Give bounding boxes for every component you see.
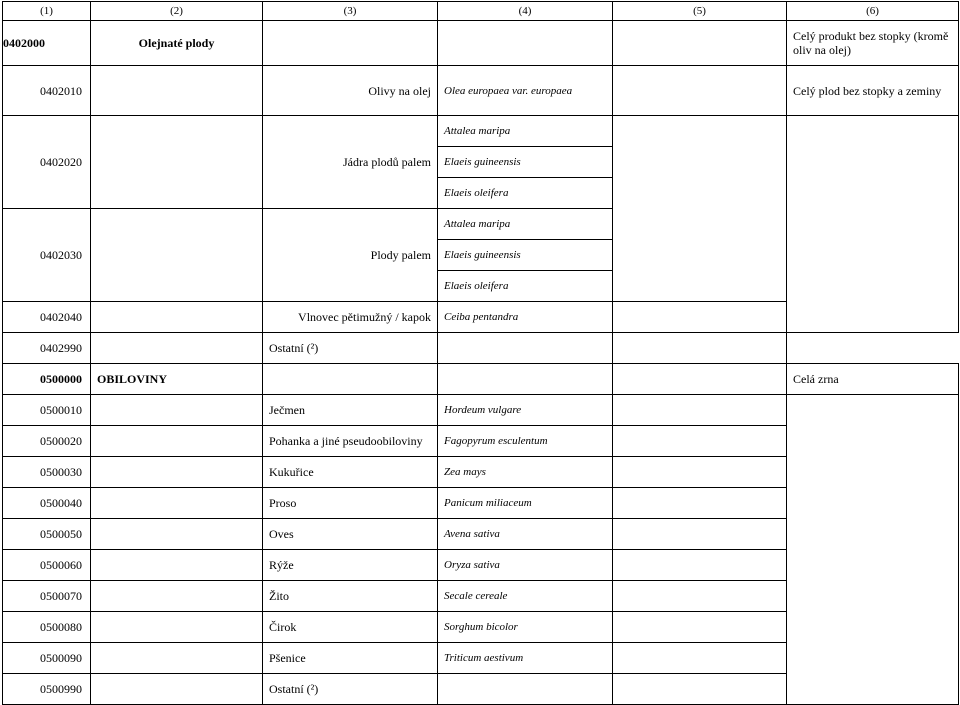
species-name: Zea mays (438, 457, 613, 488)
empty-cell (91, 488, 263, 519)
empty-cell (613, 674, 787, 705)
species-name: Triticum aestivum (438, 643, 613, 674)
species-name: Attalea maripa (438, 116, 613, 147)
empty-cell (787, 116, 959, 333)
empty-cell (613, 519, 787, 550)
item-name: Ostatní (²) (263, 333, 438, 364)
column-header: (6) (787, 2, 959, 21)
item-name: Čirok (263, 612, 438, 643)
empty-cell (613, 550, 787, 581)
species-name: Panicum miliaceum (438, 488, 613, 519)
empty-cell (613, 333, 787, 364)
column-header: (5) (613, 2, 787, 21)
table-row (3, 116, 959, 147)
empty-cell (91, 302, 263, 333)
table-row (3, 66, 959, 116)
empty-cell (613, 395, 787, 426)
product-part: Celý produkt bez stopky (kromě oliv na olej) (787, 21, 959, 66)
column-header-row (3, 2, 959, 21)
item-code: 0500080 (3, 612, 91, 643)
empty-cell (91, 674, 263, 705)
column-header: (2) (91, 2, 263, 21)
empty-cell (787, 395, 959, 705)
empty-cell (613, 643, 787, 674)
empty-cell (91, 395, 263, 426)
group-name: Olejnaté plody (91, 21, 263, 66)
empty-cell (438, 364, 613, 395)
group-row-cereals (3, 364, 959, 395)
item-name: Ječmen (263, 395, 438, 426)
item-name: Jádra plodů palem (263, 116, 438, 209)
group-code: 0500000 (3, 364, 91, 395)
empty-cell (91, 66, 263, 116)
group-code: 0402000 (3, 21, 91, 66)
empty-cell (613, 612, 787, 643)
product-part: Celý plod bez stopky a zeminy (787, 66, 959, 116)
item-name: Kukuřice (263, 457, 438, 488)
item-code: 0402040 (3, 302, 91, 333)
item-name: Pohanka a jiné pseudoobiloviny (263, 426, 438, 457)
empty-cell (263, 364, 438, 395)
item-code: 0402990 (3, 333, 91, 364)
item-code: 0500030 (3, 457, 91, 488)
item-code: 0500060 (3, 550, 91, 581)
empty-cell (613, 457, 787, 488)
item-code: 0402020 (3, 116, 91, 209)
item-code: 0500040 (3, 488, 91, 519)
species-genus: Olea europaea (444, 84, 510, 97)
empty-cell (91, 612, 263, 643)
item-code: 0500990 (3, 674, 91, 705)
species-name: Attalea maripa (438, 209, 613, 240)
species-name: Elaeis guineensis (438, 240, 613, 271)
item-code: 0402010 (3, 66, 91, 116)
group-name: OBILOVINY (91, 364, 263, 395)
item-name: Plody palem (263, 209, 438, 302)
empty-cell (91, 519, 263, 550)
species-name: Oryza sativa (438, 550, 613, 581)
item-name: Proso (263, 488, 438, 519)
table-row (3, 333, 959, 364)
species-name: Sorghum bicolor (438, 612, 613, 643)
species-variety: var. europaea (509, 84, 573, 97)
empty-cell (263, 21, 438, 66)
table-row (3, 395, 959, 426)
item-name: Rýže (263, 550, 438, 581)
species-name: Avena sativa (438, 519, 613, 550)
column-header: (4) (438, 2, 613, 21)
column-header: (3) (263, 2, 438, 21)
item-name: Ostatní (²) (263, 674, 438, 705)
item-name: Vlnovec pětimužný / kapok (263, 302, 438, 333)
empty-cell (91, 643, 263, 674)
item-code: 0500090 (3, 643, 91, 674)
product-part: Celá zrna (787, 364, 959, 395)
empty-cell (613, 364, 787, 395)
empty-cell (91, 209, 263, 302)
item-code: 0500050 (3, 519, 91, 550)
empty-cell (91, 550, 263, 581)
column-header: (1) (3, 2, 91, 21)
species-name: Ceiba pentandra (438, 302, 613, 333)
item-code: 0402030 (3, 209, 91, 302)
empty-cell (91, 333, 263, 364)
species-name: Hordeum vulgare (438, 395, 613, 426)
empty-cell (91, 457, 263, 488)
empty-cell (91, 426, 263, 457)
empty-cell (438, 21, 613, 66)
item-code: 0500020 (3, 426, 91, 457)
empty-cell (438, 674, 613, 705)
empty-cell (438, 333, 613, 364)
residue-table (2, 1, 959, 705)
species-name: Secale cereale (438, 581, 613, 612)
empty-cell (613, 66, 787, 116)
species-name: Elaeis guineensis (438, 147, 613, 178)
item-name: Žito (263, 581, 438, 612)
item-code: 0500070 (3, 581, 91, 612)
item-name: Olivy na olej (263, 66, 438, 116)
item-code: 0500010 (3, 395, 91, 426)
species-name: Elaeis oleifera (438, 178, 613, 209)
empty-cell (613, 426, 787, 457)
empty-cell (91, 581, 263, 612)
item-name: Oves (263, 519, 438, 550)
species-name: Elaeis oleifera (438, 271, 613, 302)
empty-cell (613, 581, 787, 612)
species-name (438, 66, 613, 116)
empty-cell (613, 21, 787, 66)
species-name: Fagopyrum esculentum (438, 426, 613, 457)
item-name: Pšenice (263, 643, 438, 674)
empty-cell (613, 488, 787, 519)
group-row-oilseeds (3, 21, 959, 66)
empty-cell (91, 116, 263, 209)
empty-cell (613, 116, 787, 302)
